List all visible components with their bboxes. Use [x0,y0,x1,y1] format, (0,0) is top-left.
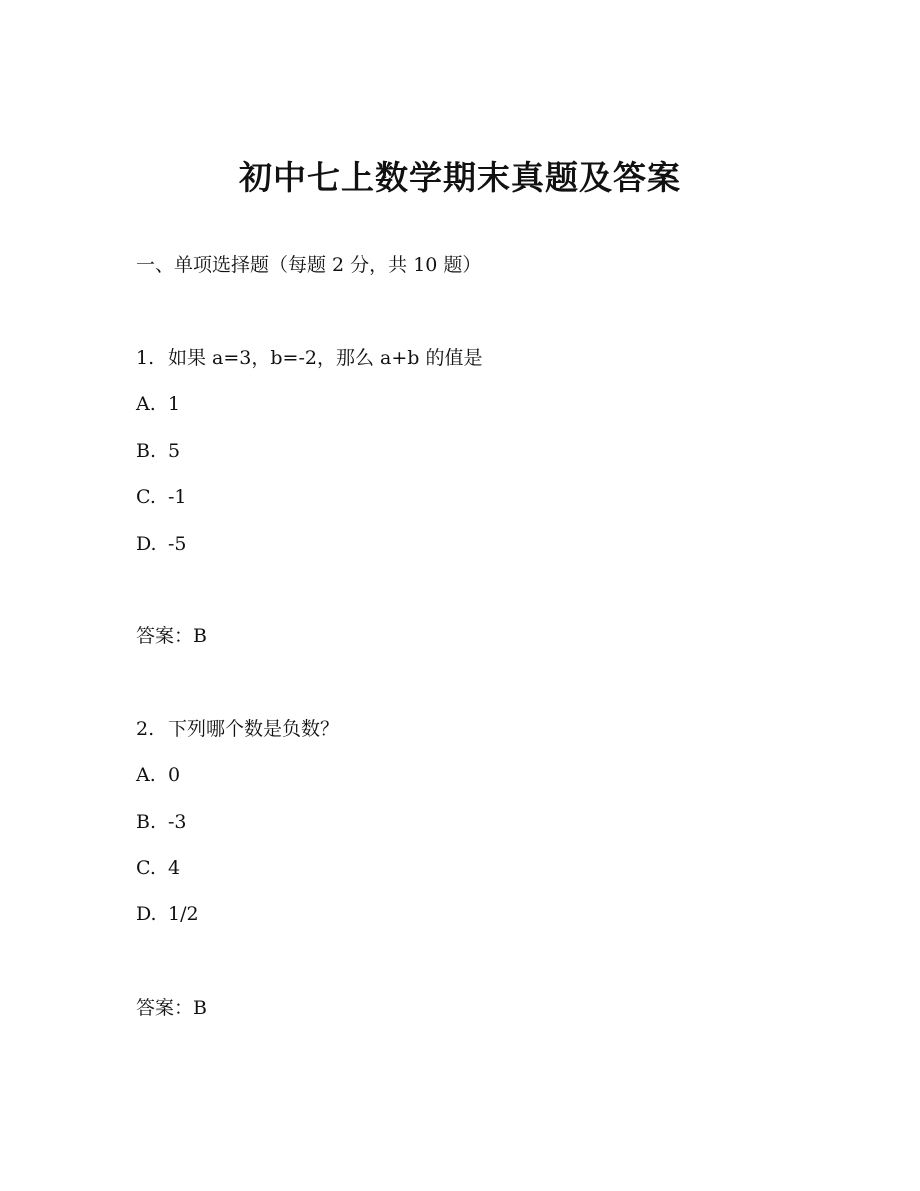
option-letter: D. [136,533,157,555]
option-letter: C. [136,486,156,508]
question-stem [136,345,482,371]
option-text: 0 [168,764,181,786]
answer-text: 答案：B [136,625,207,647]
option-text: 1/2 [168,903,199,925]
option-letter: B. [136,811,157,833]
option-b [136,809,187,835]
option-letter: B. [136,440,157,462]
option-text: -3 [168,811,187,833]
question-number: 2. [136,718,155,740]
question-text: 下列哪个数是负数？ [168,718,340,740]
section-heading: 一、单项选择题（每题 2 分，共 10 题） [136,254,482,276]
question-text: 如果 a=3，b=-2，那么 a+b 的值是 [168,347,483,369]
option-d [136,531,187,557]
question-stem [136,716,339,742]
option-c [136,484,187,510]
question-number: 1. [136,347,155,369]
option-letter: C. [136,857,156,879]
option-d [136,901,199,927]
option-text: 4 [168,857,181,879]
option-letter: A. [136,764,156,786]
option-text: 1 [168,393,181,415]
option-c [136,855,180,881]
page-title: 初中七上数学期末真题及答案 [239,158,681,197]
answer-text: 答案：B [136,997,207,1019]
option-text: -1 [168,486,187,508]
option-text: -5 [168,533,187,555]
option-a [136,762,180,788]
option-text: 5 [168,440,181,462]
option-letter: A. [136,393,156,415]
option-b [136,438,180,464]
option-a [136,391,180,417]
option-letter: D. [136,903,157,925]
